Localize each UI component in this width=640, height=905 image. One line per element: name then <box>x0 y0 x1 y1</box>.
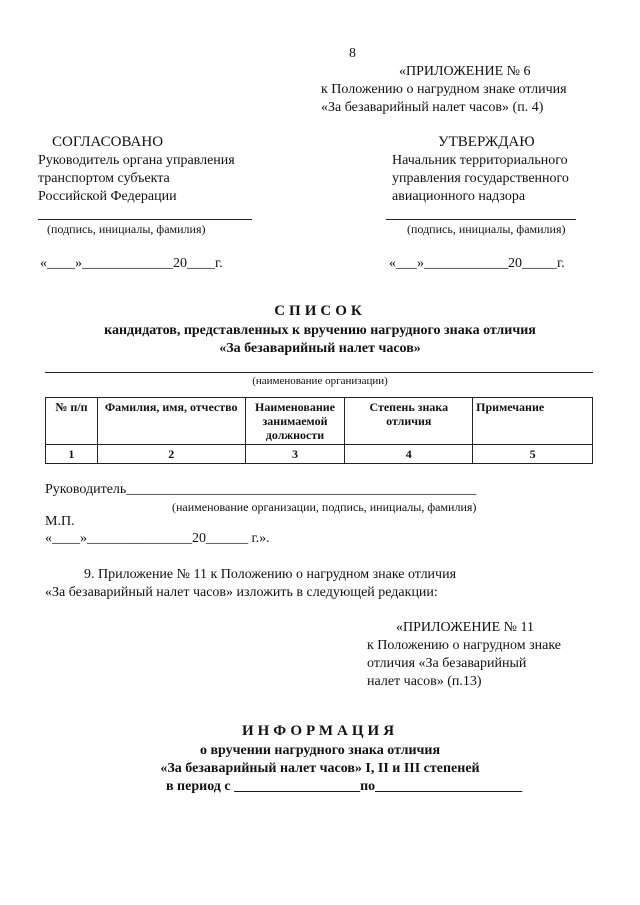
list-title: СПИСОК <box>274 303 366 319</box>
info-line2: «За безаварийный налет часов» I, II и III степеней <box>160 761 480 776</box>
stamp-label: М.П. <box>45 514 75 529</box>
col-number-3: 3 <box>245 445 345 464</box>
header-full-name: Фамилия, имя, отчество <box>97 398 245 445</box>
header-position: Наименование занимаемой должности <box>245 398 345 445</box>
header-degree: Степень знака отличия <box>345 398 473 445</box>
agreed-line3: Российской Федерации <box>38 189 177 204</box>
approve-line3: авиационного надзора <box>392 189 526 204</box>
appendix-11-line3: налет часов» (п.13) <box>367 674 482 689</box>
appendix-11-line1: к Положению о нагрудном знаке <box>367 638 562 653</box>
approve-title: УТВЕРЖДАЮ <box>438 134 535 150</box>
appendix-6-title: «ПРИЛОЖЕНИЕ № 6 <box>399 64 531 79</box>
item-9-line1: 9. Приложение № 11 к Положению о нагрудном знаке отличия <box>84 567 457 582</box>
item-9-line2: «За безаварийный налет часов» изложить в следующей редакции: <box>45 585 438 600</box>
appendix-6-line1: к Положению о нагрудном знаке отличия <box>321 82 567 97</box>
col-number-2: 2 <box>97 445 245 464</box>
info-line3: в период с __________________по_____________________ <box>166 779 523 794</box>
org-name-hint: (наименование организации) <box>252 375 388 387</box>
col-number-4: 4 <box>345 445 473 464</box>
head-label: Руководитель__________________________________________________ <box>45 482 477 497</box>
approve-line2: управления государственного <box>392 171 569 186</box>
col-number-1: 1 <box>46 445 98 464</box>
footer-date: «____»_______________20______ г.». <box>45 531 270 546</box>
list-subtitle1: кандидатов, представленных к вручению нагрудного знака отличия <box>104 323 536 338</box>
header-number: № п/п <box>46 398 98 445</box>
table-number-row <box>46 445 593 464</box>
list-subtitle2: «За безаварийный налет часов» <box>219 341 421 356</box>
head-hint: (наименование организации, подпись, инициалы, фамилия) <box>172 500 477 514</box>
candidates-table <box>45 397 593 464</box>
page-number: 8 <box>349 46 356 61</box>
agreed-title: СОГЛАСОВАНО <box>52 134 164 150</box>
org-name-line <box>45 372 593 373</box>
appendix-11-title: «ПРИЛОЖЕНИЕ № 11 <box>396 620 534 635</box>
approve-date: «___»____________20_____г. <box>389 256 565 271</box>
info-title: ИНФОРМАЦИЯ <box>241 723 399 739</box>
header-note: Примечание <box>473 398 593 445</box>
agreed-signature-line <box>38 219 252 220</box>
approve-sign-hint: (подпись, инициалы, фамилия) <box>407 222 566 236</box>
appendix-11-line2: отличия «За безаварийный <box>367 656 527 671</box>
appendix-6-line2: «За безаварийный налет часов» (п. 4) <box>321 100 544 115</box>
approve-line1: Начальник территориального <box>392 153 568 168</box>
info-line1: о вручении нагрудного знака отличия <box>199 743 441 758</box>
agreed-line2: транспортом субъекта <box>38 171 170 186</box>
col-number-5: 5 <box>473 445 593 464</box>
agreed-line1: Руководитель органа управления <box>38 153 235 168</box>
agreed-date: «____»_____________20____г. <box>40 256 223 271</box>
approve-signature-line <box>386 219 576 220</box>
agreed-sign-hint: (подпись, инициалы, фамилия) <box>47 222 206 236</box>
table-header-row <box>46 398 593 445</box>
